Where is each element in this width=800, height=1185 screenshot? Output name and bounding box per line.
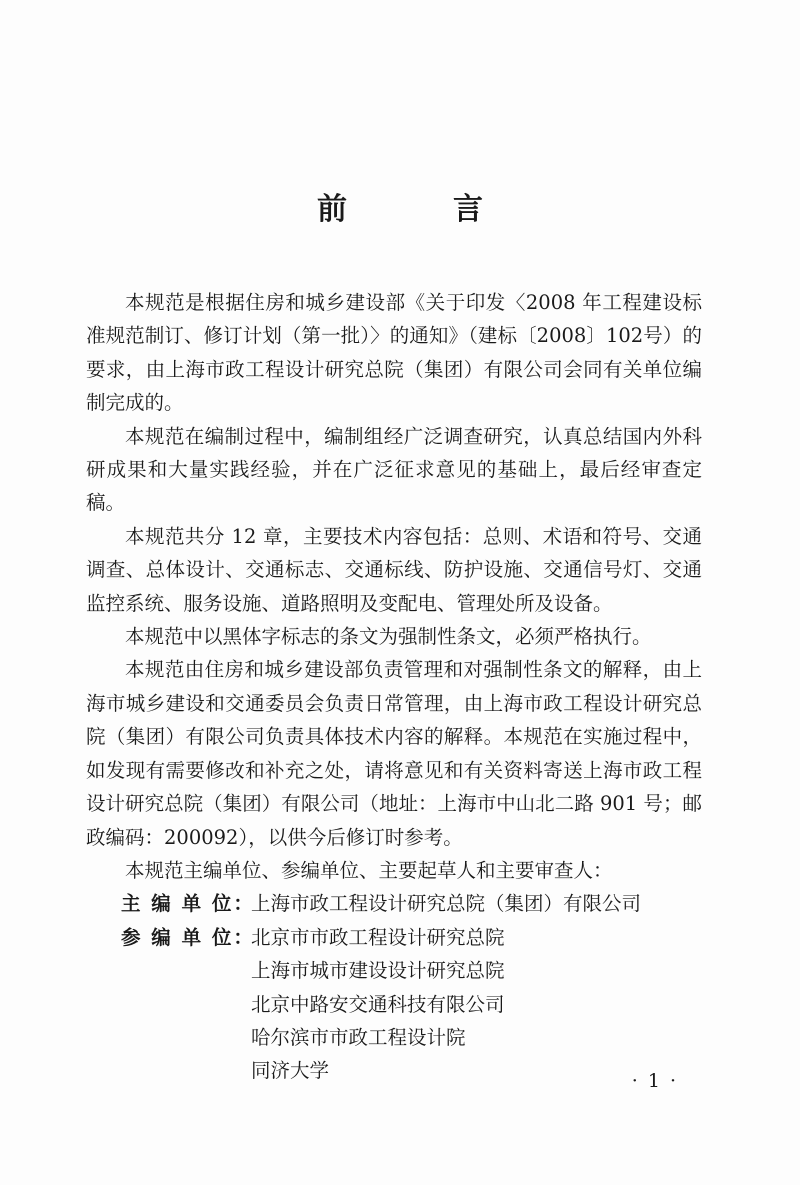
page-title: 前 言 bbox=[317, 192, 521, 227]
paragraph-units-intro: 本规范主编单位、参编单位、主要起草人和主要审查人： bbox=[125, 858, 613, 882]
participating-unit: 上海市城市建设设计研究总院 bbox=[251, 959, 505, 983]
paragraph-process: 本规范在编制过程中，编制组经广泛调查研究，认真总结国内外科研成果和大量实践经验，并在广泛征求意见的基础上，最后经审查定稿。 bbox=[86, 424, 702, 515]
foreword-body bbox=[86, 286, 702, 1088]
paragraph-contents: 本规范共分 12 章，主要技术内容包括：总则、术语和符号、交通调查、总体设计、交通标志、交通标线、防护设施、交通信号灯、交通监控系统、服务设施、道路照明及变配电、管理处所及设备。 bbox=[86, 524, 702, 615]
participating-unit: 哈尔滨市市政工程设计院 bbox=[251, 1025, 466, 1049]
participating-unit: 同济大学 bbox=[251, 1059, 330, 1083]
chief-unit-label: 主 编 单 位： bbox=[121, 892, 255, 916]
chief-unit-row bbox=[86, 887, 702, 920]
participating-units-label: 参 编 单 位： bbox=[121, 925, 255, 949]
paragraph-management: 本规范由住房和城乡建设部负责管理和对强制性条文的解释，由上海市城乡建设和交通委员会负责日常管理，由上海市政工程设计研究总院（集团）有限公司负责具体技术内容的解释。本规范在实施过程中，如发现有需要修改和补充之处，请将意见和有关资料寄送上海市政工程设计研究总院（集团）有限公司（地址：上海市中山北二路 901 号；邮政编码：200092），以供今后修订时参考。 bbox=[86, 658, 702, 849]
participating-units-row bbox=[86, 921, 702, 1088]
chief-unit-value: 上海市政工程设计研究总院（集团）有限公司 bbox=[251, 892, 642, 916]
participating-units-list bbox=[251, 921, 505, 1088]
paragraph-mandatory: 本规范中以黑体字标志的条文为强制性条文，必须严格执行。 bbox=[125, 625, 652, 649]
participating-unit: 北京中路安交通科技有限公司 bbox=[251, 992, 505, 1016]
participating-unit: 北京市市政工程设计研究总院 bbox=[251, 925, 505, 949]
paragraph-basis: 本规范是根据住房和城乡建设部《关于印发〈2008 年工程建设标准规范制订、修订计划（第一批）〉的通知》（建标〔2008〕102号）的要求，由上海市政工程设计研究总院（集团）有限公司会同有关单位编制完成的。 bbox=[86, 291, 702, 415]
page-number: · 1 · bbox=[631, 1070, 678, 1092]
